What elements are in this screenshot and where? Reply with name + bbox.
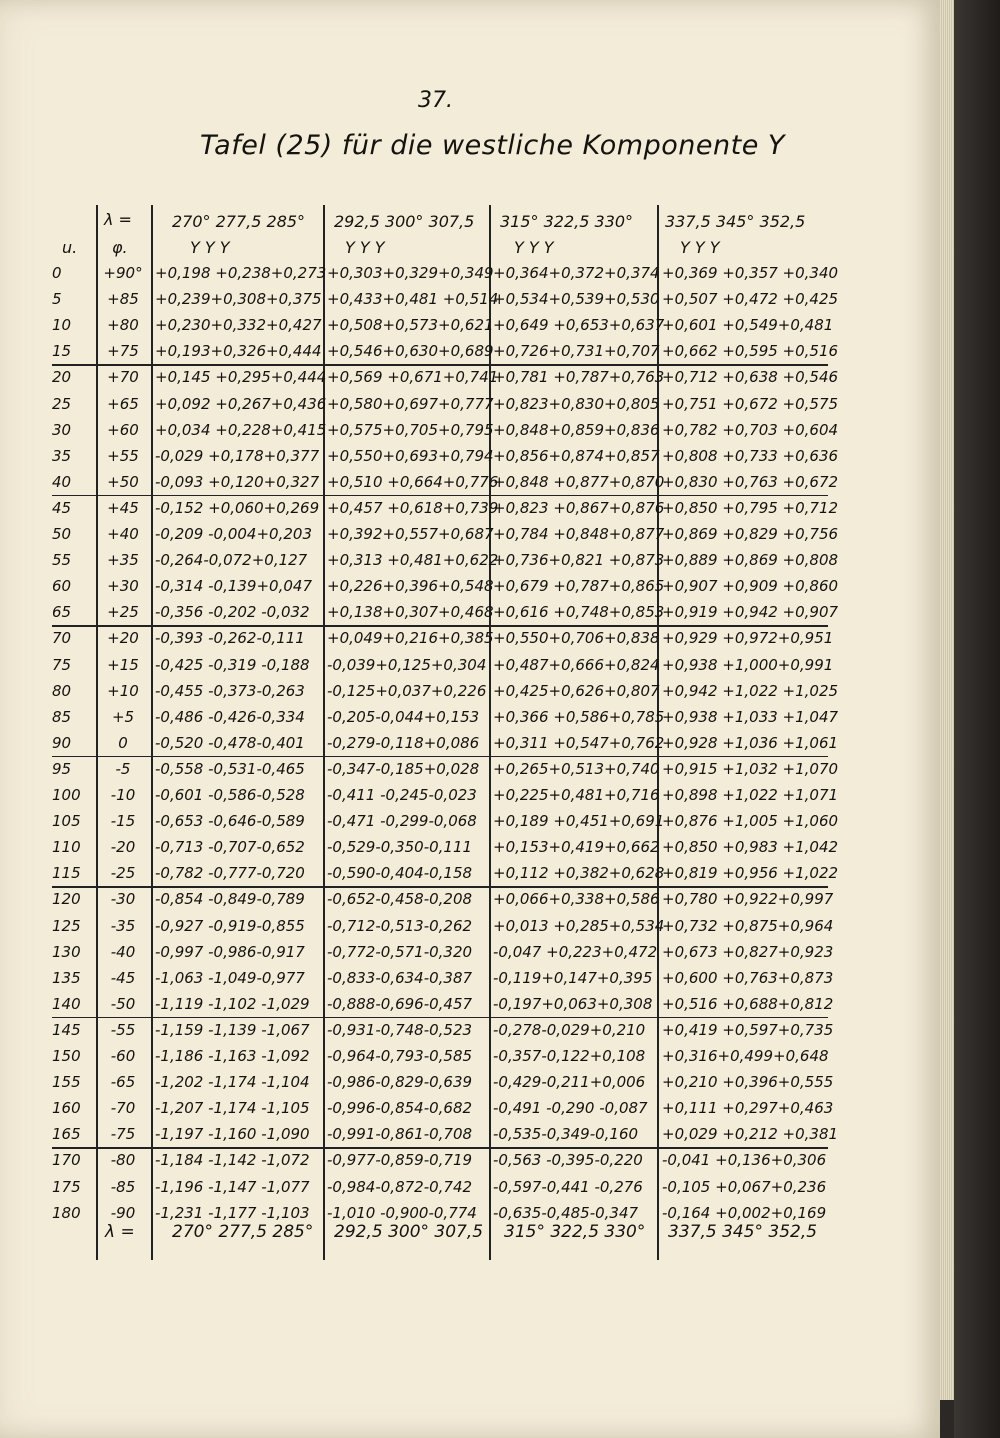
- row-phi-value: -40: [110, 942, 136, 961]
- row-phi-value: +5: [111, 707, 135, 726]
- row-y-values-group-2: -0,039+0,125+0,304: [327, 655, 487, 674]
- row-y-values-group-1: -1,063 -1,049-0,977: [155, 968, 305, 987]
- row-u-value: 150: [52, 1047, 81, 1065]
- row-y-values-group-4: +0,029 +0,212 +0,381: [662, 1125, 839, 1144]
- row-y-values-group-2: -0,833-0,634-0,387: [327, 968, 473, 987]
- row-y-values-group-4: +0,876 +1,005 +1,060: [662, 812, 839, 831]
- row-y-values-group-3: +0,013 +0,285+0,534: [493, 916, 665, 935]
- row-phi-value: +90°: [103, 264, 143, 282]
- row-y-values-group-1: -1,196 -1,147 -1,077: [155, 1177, 310, 1196]
- row-y-values-group-2: +0,433+0,481 +0,514: [327, 290, 499, 309]
- row-y-values-group-2: -0,471 -0,299-0,068: [327, 812, 477, 831]
- book-cover: [954, 0, 1000, 1438]
- row-u-value: 50: [52, 525, 72, 543]
- row-y-values-group-4: +0,751 +0,672 +0,575: [662, 394, 839, 413]
- row-u-value: 80: [52, 681, 72, 700]
- row-y-values-group-4: +0,780 +0,922+0,997: [662, 890, 834, 909]
- row-y-values-group-3: -0,563 -0,395-0,220: [493, 1151, 643, 1170]
- row-u-value: 65: [52, 603, 72, 622]
- row-y-values-group-4: +0,898 +1,022 +1,071: [662, 786, 839, 804]
- row-phi-value: -35: [110, 916, 136, 935]
- row-y-values-group-2: +0,575+0,705+0,795: [327, 420, 494, 439]
- row-y-values-group-2: -0,888-0,696-0,457: [327, 994, 473, 1013]
- row-y-values-group-3: +0,649 +0,653+0,637: [493, 316, 665, 335]
- row-phi-value: +80: [107, 316, 139, 335]
- row-phi-value: +30: [107, 577, 139, 596]
- row-y-values-group-2: -0,652-0,458-0,208: [327, 890, 473, 909]
- row-y-values-group-1: -0,314 -0,139+0,047: [155, 577, 312, 596]
- row-y-values-group-1: -0,455 -0,373-0,263: [155, 681, 305, 700]
- row-y-values-group-3: +0,848 +0,877+0,870: [493, 472, 665, 491]
- row-y-values-group-4: +0,419 +0,597+0,735: [662, 1020, 834, 1039]
- row-u-value: 5: [52, 290, 62, 309]
- row-y-values-group-2: -0,411 -0,245-0,023: [327, 786, 477, 804]
- row-y-values-group-4: +0,782 +0,703 +0,604: [662, 420, 839, 439]
- footer-lambda-group-4: 337,5 345° 352,5: [668, 1222, 818, 1242]
- row-u-value: 145: [52, 1020, 81, 1039]
- row-phi-value: -20: [110, 838, 136, 857]
- row-u-value: 25: [52, 394, 72, 413]
- row-u-value: 85: [52, 707, 72, 726]
- row-phi-value: -15: [110, 812, 136, 831]
- row-y-values-group-2: -0,279-0,118+0,086: [327, 733, 480, 752]
- row-u-value: 10: [52, 316, 72, 335]
- row-y-values-group-1: -0,356 -0,202 -0,032: [155, 603, 310, 622]
- row-y-values-group-2: -1,010 -0,900-0,774: [327, 1203, 477, 1222]
- row-u-value: 60: [52, 577, 72, 596]
- row-u-value: 55: [52, 551, 72, 570]
- row-y-values-group-1: +0,239+0,308+0,375: [155, 290, 322, 309]
- row-u-value: 90: [52, 733, 72, 752]
- y-group-2: Y Y Y: [345, 238, 385, 257]
- row-y-values-group-1: -1,184 -1,142 -1,072: [155, 1151, 310, 1170]
- u-header: u.: [62, 238, 78, 257]
- row-phi-value: +10: [107, 681, 139, 700]
- row-y-values-group-2: +0,049+0,216+0,385: [327, 629, 494, 648]
- row-y-values-group-3: +0,153+0,419+0,662: [493, 838, 660, 857]
- row-y-values-group-1: -1,207 -1,174 -1,105: [155, 1099, 310, 1118]
- row-y-values-group-4: +0,507 +0,472 +0,425: [662, 290, 839, 309]
- y-group-3: Y Y Y: [514, 238, 554, 257]
- row-phi-value: +55: [107, 446, 139, 465]
- row-y-values-group-1: -0,264-0,072+0,127: [155, 551, 308, 570]
- row-y-values-group-3: -0,535-0,349-0,160: [493, 1125, 639, 1144]
- page-number: 37.: [418, 88, 453, 113]
- row-y-values-group-3: -0,491 -0,290 -0,087: [493, 1099, 648, 1118]
- row-y-values-group-3: +0,823+0,830+0,805: [493, 394, 660, 413]
- row-phi-value: +60: [107, 420, 139, 439]
- row-phi-value: +50: [107, 472, 139, 491]
- row-y-values-group-3: +0,265+0,513+0,740: [493, 759, 660, 778]
- row-phi-value: -65: [110, 1073, 136, 1092]
- row-u-value: 110: [52, 838, 81, 857]
- row-y-values-group-1: -0,520 -0,478-0,401: [155, 733, 305, 752]
- table-rule-vertical: [151, 205, 153, 1260]
- row-y-values-group-2: +0,392+0,557+0,687: [327, 525, 494, 543]
- row-phi-value: -75: [110, 1125, 136, 1144]
- row-y-values-group-1: +0,145 +0,295+0,444: [155, 368, 327, 387]
- row-y-values-group-2: +0,303+0,329+0,349: [327, 264, 494, 282]
- page-edges: [940, 0, 954, 1400]
- row-y-values-group-1: -0,713 -0,707-0,652: [155, 838, 305, 857]
- row-y-values-group-4: +0,662 +0,595 +0,516: [662, 342, 839, 361]
- row-y-values-group-3: +0,781 +0,787+0,763: [493, 368, 665, 387]
- row-y-values-group-1: -0,393 -0,262-0,111: [155, 629, 305, 648]
- row-u-value: 70: [52, 629, 72, 648]
- row-y-values-group-4: +0,673 +0,827+0,923: [662, 942, 834, 961]
- row-y-values-group-2: -0,984-0,872-0,742: [327, 1177, 473, 1196]
- row-y-values-group-1: -1,186 -1,163 -1,092: [155, 1047, 310, 1065]
- row-phi-value: +35: [107, 551, 139, 570]
- row-y-values-group-4: +0,210 +0,396+0,555: [662, 1073, 834, 1092]
- row-y-values-group-3: +0,856+0,874+0,857: [493, 446, 660, 465]
- row-y-values-group-2: -0,986-0,829-0,639: [327, 1073, 473, 1092]
- row-u-value: 175: [52, 1177, 81, 1196]
- row-phi-value: -50: [110, 994, 136, 1013]
- row-y-values-group-4: +0,830 +0,763 +0,672: [662, 472, 839, 491]
- row-y-values-group-2: -0,205-0,044+0,153: [327, 707, 480, 726]
- row-phi-value: +65: [107, 394, 139, 413]
- row-u-value: 130: [52, 942, 81, 961]
- row-y-values-group-4: +0,915 +1,032 +1,070: [662, 759, 839, 778]
- row-y-values-group-4: +0,732 +0,875+0,964: [662, 916, 834, 935]
- row-phi-value: -45: [110, 968, 136, 987]
- row-y-values-group-3: +0,225+0,481+0,716: [493, 786, 660, 804]
- row-u-value: 40: [52, 472, 72, 491]
- row-y-values-group-3: -0,635-0,485-0,347: [493, 1203, 639, 1222]
- row-y-values-group-2: +0,510 +0,664+0,776: [327, 472, 499, 491]
- row-phi-value: -70: [110, 1099, 136, 1118]
- row-u-value: 180: [52, 1203, 81, 1222]
- row-u-value: 20: [52, 368, 72, 387]
- row-y-values-group-3: -0,197+0,063+0,308: [493, 994, 653, 1013]
- row-u-value: 135: [52, 968, 81, 987]
- row-y-values-group-2: -0,347-0,185+0,028: [327, 759, 480, 778]
- row-y-values-group-4: -0,105 +0,067+0,236: [662, 1177, 827, 1196]
- row-y-values-group-1: -0,152 +0,060+0,269: [155, 498, 320, 517]
- row-y-values-group-2: +0,569 +0,671+0,741: [327, 368, 499, 387]
- row-u-value: 45: [52, 498, 72, 517]
- row-y-values-group-1: +0,230+0,332+0,427: [155, 316, 322, 335]
- row-y-values-group-1: -0,601 -0,586-0,528: [155, 786, 305, 804]
- row-u-value: 75: [52, 655, 72, 674]
- row-phi-value: -10: [110, 786, 136, 804]
- footer-lambda-group-1: 270° 277,5 285°: [172, 1222, 314, 1242]
- row-u-value: 140: [52, 994, 81, 1013]
- row-phi-value: -30: [110, 890, 136, 909]
- row-u-value: 170: [52, 1151, 81, 1170]
- row-y-values-group-1: -0,558 -0,531-0,465: [155, 759, 305, 778]
- lambda-group-4: 337,5 345° 352,5: [665, 212, 806, 231]
- row-y-values-group-4: +0,929 +0,972+0,951: [662, 629, 834, 648]
- row-y-values-group-1: -0,782 -0,777-0,720: [155, 864, 305, 883]
- row-y-values-group-4: +0,808 +0,733 +0,636: [662, 446, 839, 465]
- row-y-values-group-2: -0,996-0,854-0,682: [327, 1099, 473, 1118]
- footer-lambda-group-2: 292,5 300° 307,5: [334, 1222, 484, 1242]
- row-u-value: 125: [52, 916, 81, 935]
- row-y-values-group-4: +0,819 +0,956 +1,022: [662, 864, 839, 883]
- row-phi-value: -5: [115, 759, 131, 778]
- page-title: Tafel (25) für die westliche Komponente Y: [200, 130, 785, 161]
- row-phi-value: -55: [110, 1020, 136, 1039]
- row-y-values-group-2: -0,931-0,748-0,523: [327, 1020, 473, 1039]
- row-y-values-group-1: +0,092 +0,267+0,436: [155, 394, 327, 413]
- row-y-values-group-2: +0,546+0,630+0,689: [327, 342, 494, 361]
- row-y-values-group-2: -0,991-0,861-0,708: [327, 1125, 473, 1144]
- row-y-values-group-2: +0,550+0,693+0,794: [327, 446, 494, 465]
- y-group-4: Y Y Y: [680, 238, 720, 257]
- row-y-values-group-4: +0,938 +1,000+0,991: [662, 655, 834, 674]
- row-y-values-group-3: +0,425+0,626+0,807: [493, 681, 660, 700]
- table-rule-vertical: [96, 205, 98, 1260]
- row-y-values-group-3: +0,534+0,539+0,530: [493, 290, 660, 309]
- row-y-values-group-1: +0,193+0,326+0,444: [155, 342, 322, 361]
- row-y-values-group-4: +0,712 +0,638 +0,546: [662, 368, 839, 387]
- row-y-values-group-2: -0,529-0,350-0,111: [327, 838, 473, 857]
- lambda-group-2: 292,5 300° 307,5: [334, 212, 475, 231]
- row-y-values-group-2: -0,772-0,571-0,320: [327, 942, 473, 961]
- row-y-values-group-1: -0,029 +0,178+0,377: [155, 446, 320, 465]
- row-phi-value: +20: [107, 629, 139, 648]
- row-y-values-group-3: +0,311 +0,547+0,762: [493, 733, 665, 752]
- footer-lambda-label: λ =: [105, 1222, 135, 1242]
- row-phi-value: +45: [107, 498, 139, 517]
- row-y-values-group-2: +0,226+0,396+0,548: [327, 577, 494, 596]
- row-phi-value: -60: [110, 1047, 136, 1065]
- row-u-value: 105: [52, 812, 81, 831]
- row-phi-value: +75: [107, 342, 139, 361]
- row-phi-value: +40: [107, 525, 139, 543]
- row-y-values-group-3: +0,112 +0,382+0,628: [493, 864, 665, 883]
- row-y-values-group-2: +0,580+0,697+0,777: [327, 394, 494, 413]
- row-y-values-group-4: -0,164 +0,002+0,169: [662, 1203, 827, 1222]
- row-phi-value: -80: [110, 1151, 136, 1170]
- row-y-values-group-4: +0,850 +0,795 +0,712: [662, 498, 839, 517]
- lambda-group-3: 315° 322,5 330°: [500, 212, 634, 231]
- row-y-values-group-1: -1,119 -1,102 -1,029: [155, 994, 310, 1013]
- row-y-values-group-2: -0,712-0,513-0,262: [327, 916, 473, 935]
- lambda-group-1: 270° 277,5 285°: [172, 212, 306, 231]
- table-rule-vertical: [323, 205, 325, 1260]
- row-y-values-group-3: -0,278-0,029+0,210: [493, 1020, 646, 1039]
- row-y-values-group-2: -0,125+0,037+0,226: [327, 681, 487, 700]
- row-y-values-group-4: +0,919 +0,942 +0,907: [662, 603, 839, 622]
- row-y-values-group-3: +0,616 +0,748+0,853: [493, 603, 665, 622]
- row-y-values-group-3: -0,047 +0,223+0,472: [493, 942, 658, 961]
- row-phi-value: +85: [107, 290, 139, 309]
- row-y-values-group-1: -1,202 -1,174 -1,104: [155, 1073, 310, 1092]
- row-y-values-group-1: -1,159 -1,139 -1,067: [155, 1020, 310, 1039]
- row-y-values-group-3: -0,119+0,147+0,395: [493, 968, 653, 987]
- row-y-values-group-4: +0,907 +0,909 +0,860: [662, 577, 839, 596]
- row-y-values-group-3: -0,597-0,441 -0,276: [493, 1177, 643, 1196]
- row-y-values-group-4: +0,316+0,499+0,648: [662, 1047, 829, 1065]
- row-y-values-group-4: +0,889 +0,869 +0,808: [662, 551, 839, 570]
- row-phi-value: +15: [107, 655, 139, 674]
- row-u-value: 35: [52, 446, 72, 465]
- row-phi-value: -90: [110, 1203, 136, 1222]
- row-y-values-group-1: +0,198 +0,238+0,273: [155, 264, 327, 282]
- row-y-values-group-4: +0,942 +1,022 +1,025: [662, 681, 839, 700]
- row-y-values-group-1: -0,997 -0,986-0,917: [155, 942, 305, 961]
- row-u-value: 95: [52, 759, 72, 778]
- row-phi-value: -25: [110, 864, 136, 883]
- row-y-values-group-2: -0,964-0,793-0,585: [327, 1047, 473, 1065]
- row-y-values-group-1: -0,425 -0,319 -0,188: [155, 655, 310, 674]
- row-y-values-group-1: +0,034 +0,228+0,415: [155, 420, 327, 439]
- row-y-values-group-1: -1,231 -1,177 -1,103: [155, 1203, 310, 1222]
- row-y-values-group-1: -0,653 -0,646-0,589: [155, 812, 305, 831]
- row-y-values-group-3: -0,357-0,122+0,108: [493, 1047, 646, 1065]
- row-y-values-group-4: +0,938 +1,033 +1,047: [662, 707, 839, 726]
- row-y-values-group-1: -1,197 -1,160 -1,090: [155, 1125, 310, 1144]
- row-y-values-group-4: +0,601 +0,549+0,481: [662, 316, 834, 335]
- row-y-values-group-3: +0,726+0,731+0,707: [493, 342, 660, 361]
- row-y-values-group-4: +0,850 +0,983 +1,042: [662, 838, 839, 857]
- row-y-values-group-4: +0,928 +1,036 +1,061: [662, 733, 839, 752]
- row-y-values-group-1: -0,209 -0,004+0,203: [155, 525, 312, 543]
- row-u-value: 165: [52, 1125, 81, 1144]
- row-y-values-group-3: +0,366 +0,586+0,785: [493, 707, 665, 726]
- row-y-values-group-3: -0,429-0,211+0,006: [493, 1073, 646, 1092]
- row-y-values-group-2: +0,508+0,573+0,621: [327, 316, 494, 335]
- footer-lambda-group-3: 315° 322,5 330°: [504, 1222, 646, 1242]
- row-phi-value: +25: [107, 603, 139, 622]
- row-y-values-group-2: +0,457 +0,618+0,739: [327, 498, 499, 517]
- row-y-values-group-3: +0,487+0,666+0,824: [493, 655, 660, 674]
- row-y-values-group-3: +0,784 +0,848+0,877: [493, 525, 665, 543]
- row-y-values-group-4: +0,869 +0,829 +0,756: [662, 525, 839, 543]
- row-y-values-group-3: +0,679 +0,787+0,865: [493, 577, 665, 596]
- lambda-header: λ =: [104, 210, 132, 229]
- row-y-values-group-2: -0,590-0,404-0,158: [327, 864, 473, 883]
- row-y-values-group-4: +0,516 +0,688+0,812: [662, 994, 834, 1013]
- row-u-value: 30: [52, 420, 72, 439]
- row-y-values-group-1: -0,854 -0,849-0,789: [155, 890, 305, 909]
- row-y-values-group-3: +0,364+0,372+0,374: [493, 264, 660, 282]
- row-y-values-group-1: -0,093 +0,120+0,327: [155, 472, 320, 491]
- row-u-value: 100: [52, 786, 81, 804]
- row-u-value: 0: [52, 264, 62, 282]
- row-y-values-group-1: -0,486 -0,426-0,334: [155, 707, 305, 726]
- row-y-values-group-4: -0,041 +0,136+0,306: [662, 1151, 827, 1170]
- row-y-values-group-3: +0,189 +0,451+0,691: [493, 812, 665, 831]
- row-y-values-group-4: +0,600 +0,763+0,873: [662, 968, 834, 987]
- row-u-value: 15: [52, 342, 72, 361]
- row-u-value: 120: [52, 890, 81, 909]
- y-group-1: Y Y Y: [190, 238, 230, 257]
- row-y-values-group-3: +0,823 +0,867+0,876: [493, 498, 665, 517]
- row-phi-value: +70: [107, 368, 139, 387]
- row-y-values-group-2: -0,977-0,859-0,719: [327, 1151, 473, 1170]
- phi-header: φ.: [112, 238, 128, 257]
- row-y-values-group-3: +0,848+0,859+0,836: [493, 420, 660, 439]
- row-y-values-group-1: -0,927 -0,919-0,855: [155, 916, 305, 935]
- row-y-values-group-2: +0,138+0,307+0,468: [327, 603, 494, 622]
- row-y-values-group-3: +0,066+0,338+0,586: [493, 890, 660, 909]
- row-y-values-group-3: +0,550+0,706+0,838: [493, 629, 660, 648]
- row-y-values-group-4: +0,369 +0,357 +0,340: [662, 264, 839, 282]
- row-phi-value: 0: [118, 733, 128, 752]
- row-u-value: 155: [52, 1073, 81, 1092]
- row-y-values-group-3: +0,736+0,821 +0,873: [493, 551, 665, 570]
- row-u-value: 160: [52, 1099, 81, 1118]
- row-u-value: 115: [52, 864, 81, 883]
- row-y-values-group-2: +0,313 +0,481+0,622: [327, 551, 499, 570]
- row-y-values-group-4: +0,111 +0,297+0,463: [662, 1099, 834, 1118]
- row-phi-value: -85: [110, 1177, 136, 1196]
